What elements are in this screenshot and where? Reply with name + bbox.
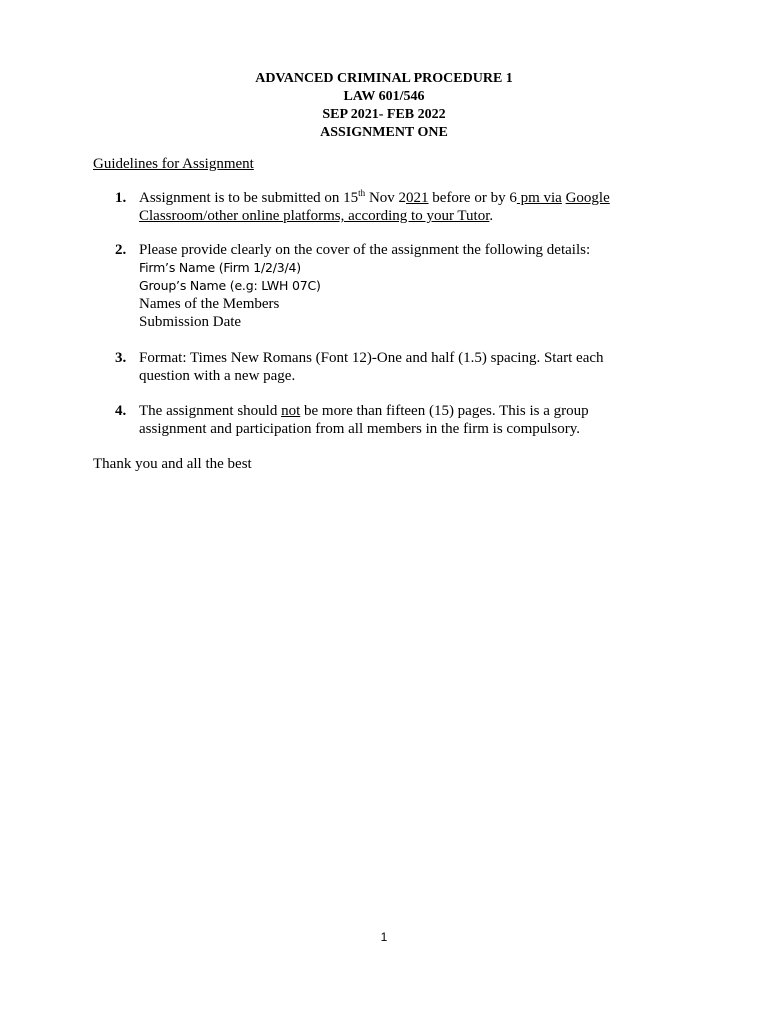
underlined-segment: Classroom/other online platforms, according to your Tutor <box>139 208 490 224</box>
item-line <box>139 402 639 420</box>
underlined-segment: not <box>281 403 301 419</box>
item-line: question with a new page. <box>139 368 296 384</box>
item-line: assignment and participation from all members in the firm is compulsory. <box>139 421 581 437</box>
text-segment: before or by 6 <box>428 190 517 206</box>
detail-submission-date: Submission Date <box>139 314 242 330</box>
text-segment: . <box>489 208 494 224</box>
title-session: SEP 2021- FEB 2022 <box>322 107 446 122</box>
page-number: 1 <box>380 930 388 944</box>
title-assignment: ASSIGNMENT ONE <box>320 125 448 140</box>
item-line: Format: Times New Romans (Font 12)-One and half (1.5) spacing. Start each <box>139 350 604 366</box>
item-text <box>139 349 639 385</box>
item-number: 2. <box>115 242 127 258</box>
item-text <box>139 402 639 438</box>
item-line: Please provide clearly on the cover of the assignment the following details: <box>139 242 591 258</box>
text-segment: Assignment is to be submitted on 15 <box>139 190 359 206</box>
title-code: LAW 601/546 <box>343 89 425 104</box>
closing-text: Thank you and all the best <box>93 456 252 472</box>
underlined-segment: 021 <box>406 190 429 206</box>
text-segment: Nov 2 <box>365 190 407 206</box>
item-line <box>139 189 639 207</box>
detail-member-names: Names of the Members <box>139 296 280 312</box>
detail-group-name: Group’s Name (e.g: LWH 07C) <box>139 278 321 293</box>
item-text <box>139 241 639 331</box>
item-text <box>139 189 639 225</box>
item-number: 4. <box>115 403 127 419</box>
item-number: 3. <box>115 350 127 366</box>
detail-firm-name: Firm’s Name (Firm 1/2/3/4) <box>139 260 301 275</box>
item-line <box>139 207 639 225</box>
document-title <box>0 70 768 142</box>
guidelines-heading: Guidelines for Assignment <box>93 156 254 172</box>
title-course: ADVANCED CRIMINAL PROCEDURE 1 <box>255 71 513 86</box>
text-segment: be more than fifteen (15) pages. This is a group <box>300 403 589 419</box>
item-number: 1. <box>115 190 127 206</box>
text-segment: The assignment should <box>139 403 282 419</box>
underlined-segment: Google <box>565 190 610 206</box>
superscript: th <box>358 188 366 198</box>
underlined-segment: pm via <box>516 190 562 206</box>
